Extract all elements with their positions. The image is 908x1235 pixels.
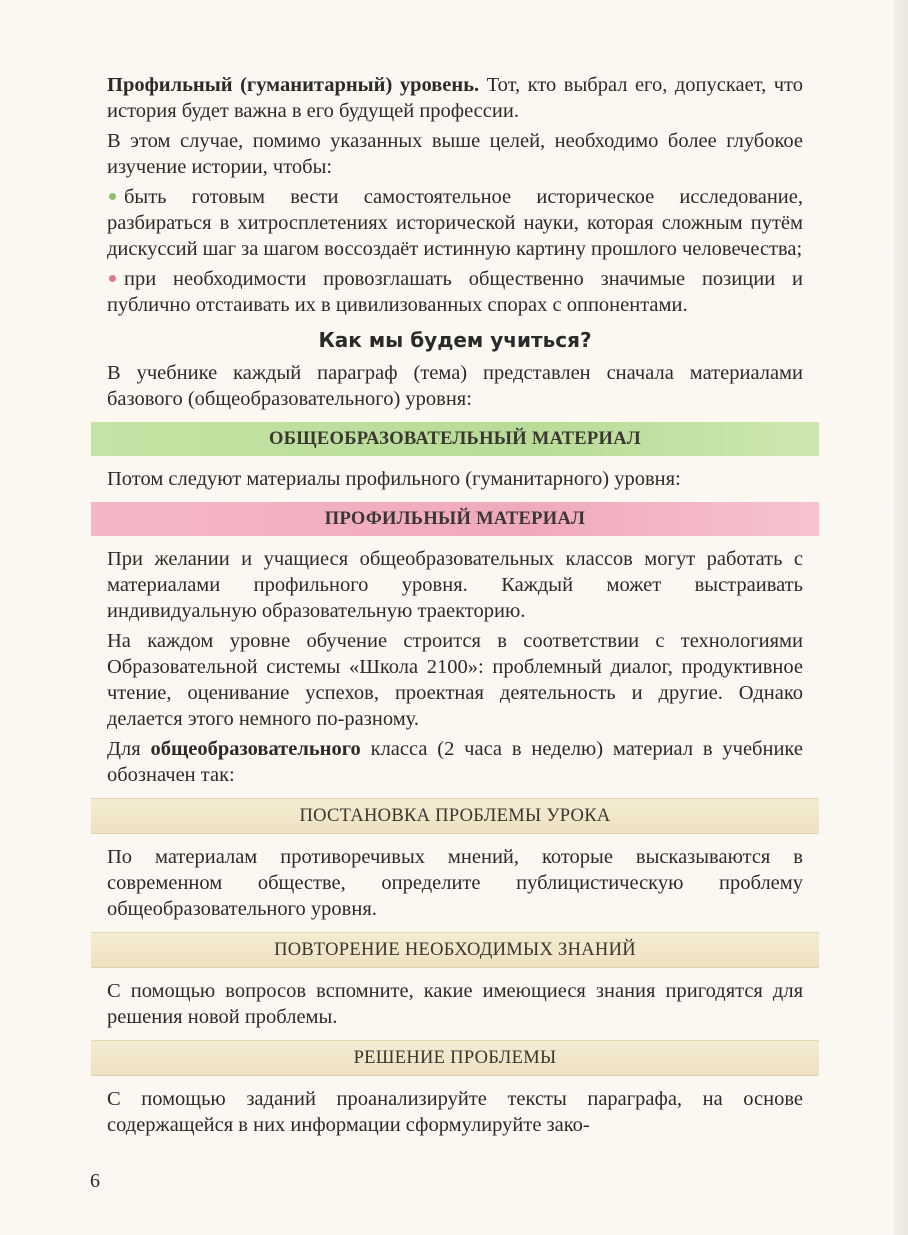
banner-repeat-knowledge: ПОВТОРЕНИЕ НЕОБХОДИМЫХ ЗНАНИЙ — [91, 932, 819, 968]
paragraph-text: Тот, кто выбрал его, допускает, что история будет важна в его будущей профессии. — [107, 74, 803, 122]
paragraph-textbook-structure: В учебнике каждый параграф (тема) представлен сначала материалами базового (общеобразовательного) уровня: — [107, 362, 803, 410]
paragraph-technologies: На каждом уровне обучение строится в соответствии с технологиями Образовательной системы «Школа 2100»: проблемный диалог, продуктивное чтение, оценивание успехов, проектная деятельность и другие. Однако делается этого немного по-разному. — [107, 630, 803, 730]
bold-lead-profile-level: Профильный (гуманитарный) уровень. — [107, 74, 480, 96]
bullet-item-research — [107, 184, 803, 262]
bullet-text: быть готовым вести самостоятельное историческое исследование, разбираться в хитросплетениях исторической науки, которая сложным путём дискуссий шаг за шагом воссоздаёт истинную картину прошлого человечества; — [107, 186, 803, 260]
paragraph-repeat-knowledge: С помощью вопросов вспомните, какие имеющиеся знания пригодятся для решения новой проблемы. — [107, 980, 803, 1028]
paragraph-goals-intro: В этом случае, помимо указанных выше целей, необходимо более глубокое изучение истории, чтобы: — [107, 130, 803, 178]
bullet-text: при необходимости провозглашать общественно значимые позиции и публично отстаивать их в цивилизованных спорах с оппонентами. — [107, 268, 803, 316]
section-heading: Как мы будем учиться? — [318, 328, 592, 352]
banner-general-material: ОБЩЕОБРАЗОВАТЕЛЬНЫЙ МАТЕРИАЛ — [91, 422, 819, 456]
paragraph-individual-path: При желании и учащиеся общеобразовательных классов могут работать с материалами профильного уровня. Каждый может выстраивать индивидуальную образовательную траекторию. — [107, 548, 803, 622]
paragraph-text: класса (2 часа в неделю) материал в учебнике обозначен так: — [107, 738, 803, 786]
bullet-item-public-positions — [107, 266, 803, 318]
page-edge-shadow — [894, 0, 908, 1235]
paragraph-profile-follows: Потом следуют материалы профильного (гуманитарного) уровня: — [107, 468, 681, 490]
bullet-dot-icon — [109, 193, 116, 200]
bullet-dot-icon — [109, 275, 116, 282]
document-page — [107, 72, 803, 1138]
paragraph-profile-level — [107, 72, 803, 124]
paragraph-problem-statement: По материалам противоречивых мнений, которые высказываются в современном обществе, определите публицистическую проблему общеобразовательного уровня. — [107, 846, 803, 920]
banner-problem-solution: РЕШЕНИЕ ПРОБЛЕМЫ — [91, 1040, 819, 1076]
paragraph-text: Для — [107, 738, 151, 760]
banner-profile-material: ПРОФИЛЬНЫЙ МАТЕРИАЛ — [91, 502, 819, 536]
paragraph-general-class — [107, 736, 803, 788]
bold-general-class: общеобразовательного — [150, 738, 361, 760]
banner-problem-statement: ПОСТАНОВКА ПРОБЛЕМЫ УРОКА — [91, 798, 819, 834]
paragraph-problem-solution: С помощью заданий проанализируйте тексты параграфа, на основе содержащейся в них информации сформулируйте зако- — [107, 1088, 803, 1136]
page-number: 6 — [90, 1170, 100, 1192]
